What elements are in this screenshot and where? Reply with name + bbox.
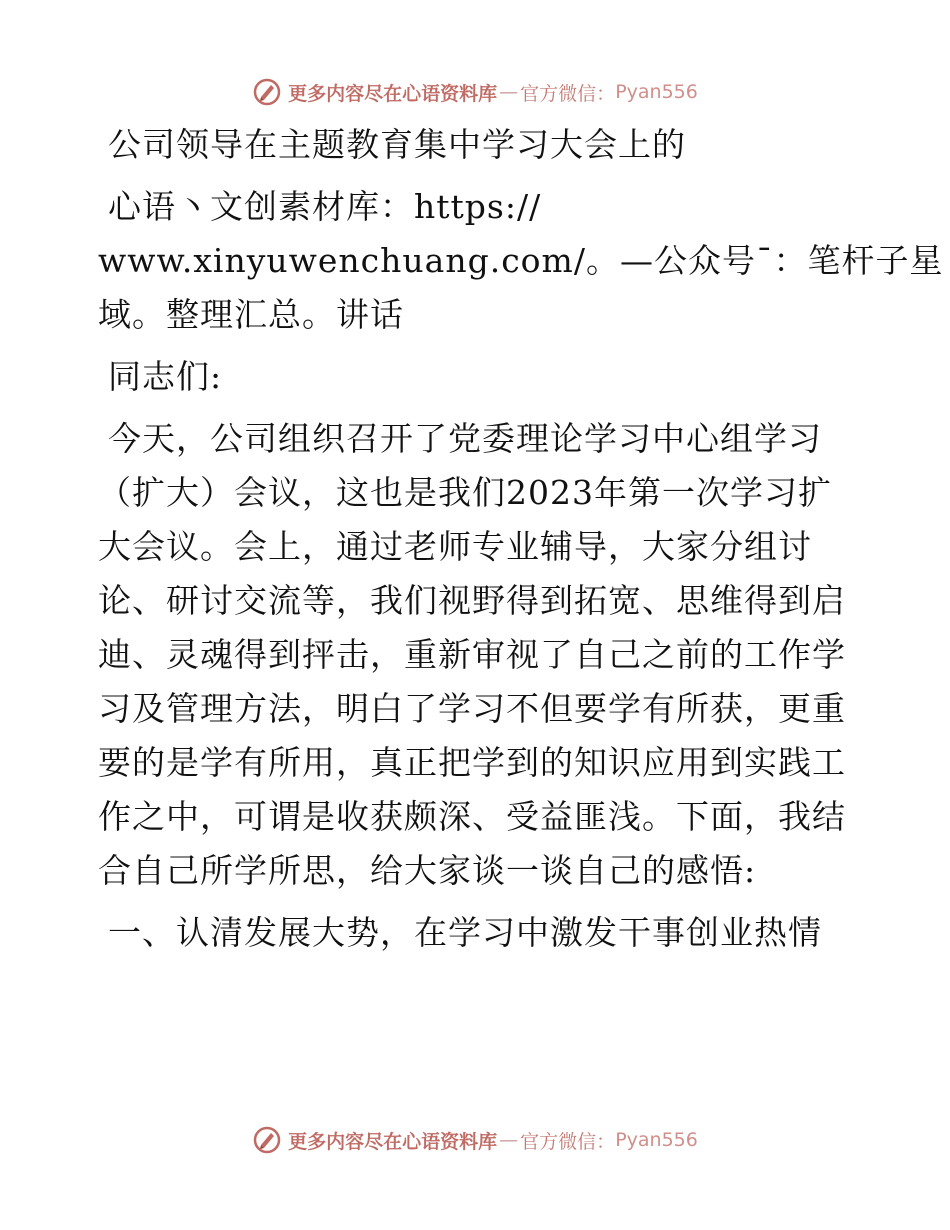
body-line-7: 要的是学有所用，真正把学到的知识应用到实践工 — [98, 743, 846, 782]
watermark-label: 官方微信： — [520, 82, 616, 105]
watermark-main-text: 更多内容尽在心语资料库 — [288, 1130, 498, 1153]
source-line-2: www.xinyuwenchuang.com/。—公众号¯：笔杆子星 — [98, 241, 944, 280]
body-line-2: （扩大）会议，这也是我们2023年第一次学习扩 — [98, 473, 832, 512]
document-title: 公司领导在主题教育集中学习大会上的 — [108, 125, 686, 164]
body-line-6: 习及管理方法，明白了学习不但要学有所获，更重 — [98, 689, 846, 728]
body-line-8: 作之中，可谓是收获颇深、受益匪浅。下面，我结 — [98, 797, 846, 836]
source-line-3: 域。整理汇总。讲话 — [98, 295, 404, 334]
salutation: 同志们: — [108, 357, 223, 396]
section-heading: 一、认清发展大势，在学习中激发干事创业热情 — [108, 913, 822, 952]
footer-watermark — [0, 1120, 950, 1160]
watermark-separator: — — [499, 1129, 519, 1151]
source-line-1: 心语丶文创素材库：https:// — [108, 187, 542, 226]
header-watermark — [0, 72, 950, 112]
watermark-handle: Pyan556 — [615, 1129, 698, 1151]
body-line-3: 大会议。会上，通过老师专业辅导，大家分组讨 — [98, 527, 812, 566]
pen-circle-logo-icon — [252, 77, 282, 107]
watermark-handle: Pyan556 — [615, 81, 698, 103]
body-line-4: 论、研讨交流等，我们视野得到拓宽、思维得到启 — [98, 581, 846, 620]
body-line-5: 迪、灵魂得到抨击，重新审视了自己之前的工作学 — [98, 635, 846, 674]
document-body — [98, 118, 944, 960]
watermark-main-text: 更多内容尽在心语资料库 — [288, 82, 498, 105]
watermark-label: 官方微信： — [520, 1130, 616, 1153]
pen-circle-logo-icon — [252, 1125, 282, 1155]
watermark-separator: — — [499, 81, 519, 103]
body-line-9: 合自己所学所思，给大家谈一谈自己的感悟: — [98, 851, 757, 890]
body-line-1: 今天，公司组织召开了党委理论学习中心组学习 — [108, 419, 822, 458]
